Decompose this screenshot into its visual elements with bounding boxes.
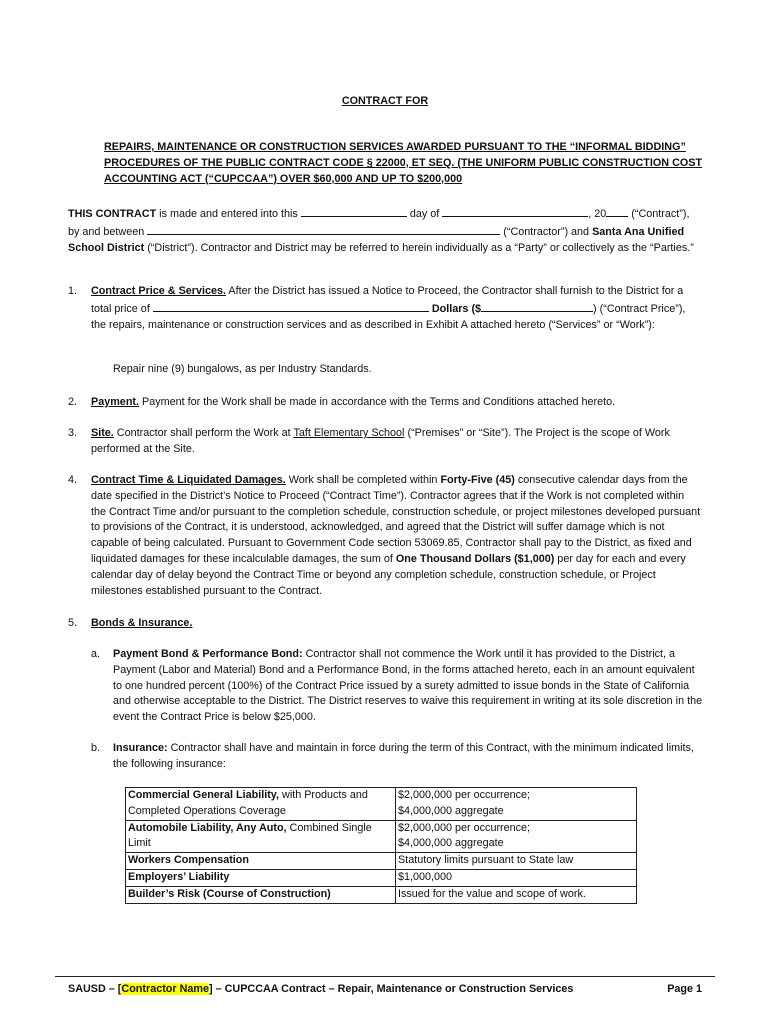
section-4-heading: Contract Time & Liquidated Damages. [91,474,286,486]
section-5-heading-wrap [91,616,701,632]
price-words-blank[interactable] [153,300,429,312]
table-row [126,820,637,853]
price-amount-blank[interactable] [481,300,593,312]
table-cell: $2,000,000 per occurrence; $4,000,000 aggregate [396,788,637,821]
section-4-number: 4. [68,474,78,486]
document-title: CONTRACT FOR [341,95,429,107]
subsection-b-number: b. [91,742,101,754]
table-cell: Builder’s Risk (Course of Construction) [126,886,396,903]
insurance-table [125,787,637,904]
site-name: Taft Elementary School [293,427,405,439]
subsection-a-number: a. [91,648,101,660]
footer-text: SAUSD – [Contractor Name] – CUPCCAA Contract – Repair, Maintenance or Construction Services [68,983,574,995]
section-1-body: Contract Price & Services. After the District has issued a Notice to Proceed, the Contractor shall furnish to the District for a total price of Dollars ($ ) (“Contract Price”), the repairs, maintenance or construction services and as described in Exhibit A attached hereto (“Services” or “Work”): [91,285,686,331]
contract-heading: REPAIRS, MAINTENANCE OR CONSTRUCTION SERVICES AWARDED PURSUANT TO THE “INFORMAL BIDDING” PROCEDURES OF THE PUBLIC CONTRACT CODE § 22000, ET SEQ. (THE UNIFORM PUBLIC CONSTRUCTION COST ACCOUNTING ACT (“CUPCCAA”) OVER $60,000 AND UP TO $200,000 [104,141,703,185]
subsection-b-body: Insurance: Contractor shall have and maintain in force during the term of this Contract, with the minimum indicated limits, the following insurance: [113,742,694,770]
completion-days: Forty-Five (45) [440,474,515,486]
table-cell: Automobile Liability, Any Auto, Combined Single Limit [126,820,396,853]
district-name: Santa Ana Unified School District [68,225,685,254]
section-3-number: 3. [68,427,78,439]
table-row [126,869,637,886]
section-2-heading: Payment. [91,396,140,408]
table-cell: Issued for the value and scope of work. [396,886,637,903]
section-5-heading: Bonds & Insurance. [91,617,193,629]
contractor-name-placeholder: Contractor Name [121,983,209,995]
section-1-heading: Contract Price & Services. [91,285,227,297]
scope-of-work: Repair nine (9) bungalows, as per Industry Standards. [113,363,372,375]
section-5-number: 5. [68,617,78,629]
subsection-b-heading: Insurance: [113,742,168,754]
month-blank[interactable] [442,205,588,217]
footer-divider [55,976,715,977]
table-row [126,788,637,821]
table-cell: Employers’ Liability [126,869,396,886]
intro-lead: THIS CONTRACT [68,208,157,220]
contractor-name-blank[interactable] [147,223,500,235]
table-row [126,886,637,903]
section-3-body: Site. Contractor shall perform the Work at Taft Elementary School (“Premises” or “Site”). The Project is the scope of Work performed at the Site. [91,427,670,455]
table-cell: $2,000,000 per occurrence; $4,000,000 aggregate [396,820,637,853]
section-2-number: 2. [68,396,78,408]
table-cell: Workers Compensation [126,853,396,870]
year-blank[interactable] [606,205,628,217]
subsection-a-body: Payment Bond & Performance Bond: Contractor shall not commence the Work until it has provided to the District, a Payment (Labor and Material) Bond and a Performance Bond, in the forms attached hereto, each in an amount equivalent to one hundred percent (100%) of the Contract Price issued by a surety admitted to issue bonds in the State of California and otherwise acceptable to the District. The District reserves to waive this requirement in writing at its sole discretion in the event the Contract Price is below $25,000. [113,648,703,724]
liquidated-damages-amount: One Thousand Dollars ($1,000) [395,552,555,565]
table-cell: $1,000,000 [396,869,637,886]
page-number: Page 1 [667,983,702,995]
table-row [126,853,637,870]
section-3-heading: Site. [91,427,114,439]
intro-paragraph: THIS CONTRACT is made and entered into this day of , 20 (“Contract”), by and between (“Contractor”) and Santa Ana Unified School District (“District”). Contractor and District may be referred to herein individually as a “Party” or collectively as the “Parties.” [68,205,708,256]
table-cell: Commercial General Liability, with Products and Completed Operations Coverage [126,788,396,821]
subsection-a-heading: Payment Bond & Performance Bond: [113,648,303,660]
table-cell: Statutory limits pursuant to State law [396,853,637,870]
section-2-body: Payment. Payment for the Work shall be made in accordance with the Terms and Conditions attached hereto. [91,396,616,408]
day-blank[interactable] [301,205,407,217]
section-4-body: Contract Time & Liquidated Damages. Work shall be completed within Forty-Five (45) consecutive calendar days from the date specified in the District’s Notice to Proceed (“Contract Time”). Contractor agrees that if the Work is not completed within the Contract Time and/or pursuant to the completion schedule, construction schedule, or project milestones developed pursuant to provisions of the Contract, it is understood, acknowledged, and agreed that the District will suffer damage which is not capable of being calculated. Pursuant to Government Code section 53069.85, Contractor shall pay to the District, as fixed and liquidated damages for these incalculable damages, the sum of One Thousand Dollars ($1,000) per day for each and every calendar day of delay beyond the Contract Time or beyond any completion schedule, construction schedule, or Project milestones established pursuant to the Contract. [91,474,701,597]
section-1-number: 1. [68,285,78,297]
